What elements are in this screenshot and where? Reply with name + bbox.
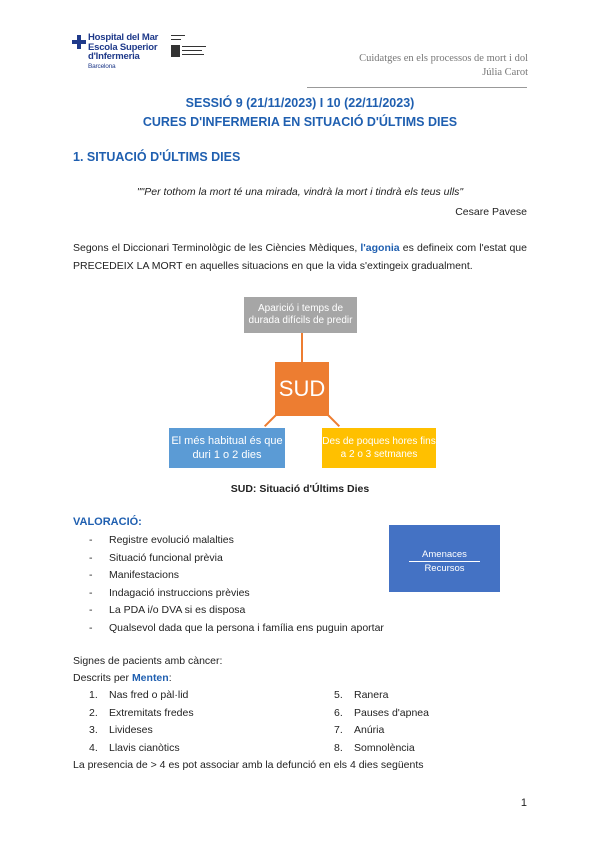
course-name: Cuidatges en els processos de mort i dol [359,53,528,64]
connector-top [301,333,303,362]
logo-city: Barcelona [88,62,116,70]
quote-author: Cesare Pavese [455,206,527,218]
list-item: - Registre evolució malalties [89,532,384,550]
logo-line: d'Infermeria [88,51,140,62]
list-item: - Manifestacions [89,567,384,585]
list-item: 7. Anúria [334,724,385,736]
page-number: 1 [520,797,527,809]
section-heading: 1. SITUACIÓ D'ÚLTIMS DIES [73,150,241,164]
list-item: - Qualsevol dada que la persona i família ens puguin aportar [89,620,384,638]
threats-resources-box [389,525,500,592]
signs-author-line: Descrits per Menten: [73,672,172,684]
session-title: SESSIÓ 9 (21/11/2023) I 10 (22/11/2023) [185,96,415,110]
diagram-box-left: El més habitual és que duri 1 o 2 dies [169,428,285,468]
secondary-logo-icon [171,35,215,59]
author-highlight: Menten [131,672,169,684]
quote: ""Per tothom la mort té una mirada, vindrà la mort i tindrà els teus ulls" [136,186,464,198]
diagram-box-top: Aparició i temps de durada difícils de predir [244,297,357,333]
highlight-term: l'agonia [360,242,400,254]
list-item: 1. Nas fred o pàl·lid [89,689,189,701]
list-item: 8. Somnolència [334,741,415,754]
diagram-box-right: Des de poques hores fins a 2 o 3 setmanes [322,428,436,468]
list-item: - Indagació instruccions prèvies [89,585,384,603]
header-divider [307,87,527,88]
signs-conclusion: La presencia de > 4 es pot associar amb la defunció en els 4 dies següents [73,759,424,771]
logo-line: Escola Superior [88,41,158,53]
list-item: - La PDA i/o DVA si es disposa [89,602,384,620]
signs-intro: Signes de pacients amb càncer: [73,655,223,667]
session-subtitle: CURES D'INFERMERIA EN SITUACIÓ D'ÚLTIMS DIES [142,115,458,129]
list-item: 2. Extremitats fredes [89,706,194,719]
logo-line: Hospital del Mar [88,32,159,43]
box-threats: Amenaces [422,549,467,560]
list-item: 4. Llavis cianòtics [89,741,180,754]
list-item: 5. Ranera [334,689,389,701]
cross-icon [72,35,86,49]
box-resources: Recursos [424,563,465,574]
definition-paragraph: Segons el Diccionari Terminològic de les Ciències Mèdiques, l'agonia es defineix com l'estat que PRECEDEIX LA MORT en aquelles situacions en que la vida s'extingeix gradualment. [73,242,527,272]
valoracio-heading: VALORACIÓ: [73,516,142,528]
diagram-box-center: SUD [275,362,329,416]
hospital-logo [72,33,172,79]
valoracio-list [89,532,384,637]
list-item: - Situació funcional prèvia [89,550,384,568]
connector-left [264,414,277,427]
list-item: 3. Livideses [89,724,153,736]
list-item: 6. Pauses d'apnea [334,706,429,719]
signs-list-right [334,687,429,757]
box-divider [409,561,480,562]
header-right [359,52,528,80]
signs-list-left [89,687,194,757]
connector-right [327,414,340,427]
diagram-caption: SUD: Situació d'Últims Dies [230,483,370,495]
author-name: Júlia Carot [482,67,528,78]
